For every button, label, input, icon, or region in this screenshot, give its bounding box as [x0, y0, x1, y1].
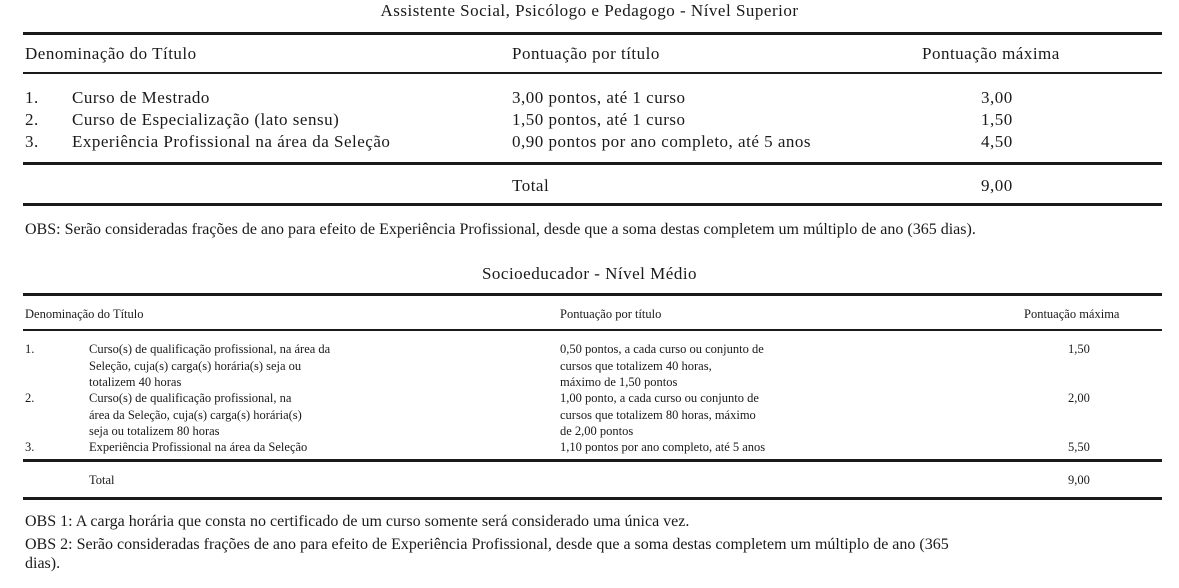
table2-title: Socioeducador - Nível Médio	[481, 264, 698, 283]
table2-row-score	[560, 390, 759, 440]
table2-obs2-line2: dias).	[25, 555, 61, 572]
table2-row-score-line: 0,50 pontos, a cada curso ou conjunto de	[560, 342, 764, 356]
table2-row-max: 5,50	[1068, 440, 1090, 454]
table1-top-rule	[23, 32, 1162, 35]
table1-row-number: 1.	[25, 88, 39, 107]
table1-header-rule	[23, 72, 1162, 74]
table1-row-max: 4,50	[981, 132, 1013, 151]
table2-row-score-line: cursos que totalizem 80 horas, máximo	[560, 407, 756, 422]
table1-bottom-rule	[23, 203, 1162, 206]
table1-row-title: Curso de Mestrado	[72, 88, 210, 107]
table1-row-number: 2.	[25, 110, 39, 129]
table2-row-max: 2,00	[1068, 391, 1090, 405]
table2-row-number: 3.	[25, 440, 35, 454]
table1-title: Assistente Social, Psicólogo e Pedagogo - Nível Superior	[380, 1, 799, 20]
table2-row-number: 2.	[25, 391, 35, 405]
table2-bottom-rule	[23, 497, 1162, 500]
table1-header-score: Pontuação por título	[512, 44, 660, 63]
table1-obs: OBS: Serão consideradas frações de ano para efeito de Experiência Profissional, desde que a soma destas completem um múltiplo de ano (365 dias).	[25, 221, 976, 238]
table2-row-title	[89, 390, 302, 440]
table2-header-rule	[23, 329, 1162, 331]
table2-total-value: 9,00	[1068, 473, 1090, 487]
table1-row-score: 1,50 pontos, até 1 curso	[512, 110, 686, 129]
table1-row-number: 3.	[25, 132, 39, 151]
table1-row-max: 3,00	[981, 88, 1013, 107]
table1-header-title: Denominação do Título	[25, 44, 197, 63]
table2-body-rule	[23, 459, 1162, 462]
table2-total-label: Total	[89, 473, 115, 487]
table2-row-title-line: Curso(s) de qualificação profissional, na	[89, 391, 292, 405]
table2-row-score-line: cursos que totalizem 40 horas,	[560, 358, 712, 373]
table2-row-score-line: de 2,00 pontos	[560, 424, 634, 438]
table2-top-rule	[23, 293, 1162, 296]
table2-row-score-line: máximo de 1,50 pontos	[560, 375, 678, 389]
table2-row-title	[89, 341, 330, 391]
table2-obs1: OBS 1: A carga horária que consta no certificado de um curso somente será considerado uma única vez.	[25, 513, 690, 530]
table1-row-max: 1,50	[981, 110, 1013, 129]
table2-header-max: Pontuação máxima	[1024, 307, 1120, 321]
table2-header-title: Denominação do Título	[25, 307, 144, 321]
table1-body-rule	[23, 162, 1162, 165]
table2-row-title-line: seja ou totalizem 80 horas	[89, 424, 220, 438]
table1-row-title: Experiência Profissional na área da Seleção	[72, 132, 391, 151]
table2-row-score	[560, 341, 764, 391]
table2-row-number: 1.	[25, 342, 35, 356]
table2-row-title-line: Experiência Profissional na área da Seleção	[89, 440, 308, 454]
table2-row-title	[89, 439, 307, 456]
table1-header-max: Pontuação máxima	[922, 44, 1060, 63]
table2-obs2-line1: OBS 2: Serão consideradas frações de ano para efeito de Experiência Profissional, desde que a soma destas completem um múltiplo de ano (365	[25, 536, 949, 553]
table1-row-score: 0,90 pontos por ano completo, até 5 anos	[512, 132, 812, 151]
table1-total-label: Total	[512, 176, 550, 195]
table1-row-score: 3,00 pontos, até 1 curso	[512, 88, 686, 107]
table2-header-score: Pontuação por título	[560, 307, 662, 321]
table2-row-score	[560, 439, 765, 456]
table2-row-max: 1,50	[1068, 342, 1090, 356]
table1-row-title: Curso de Especialização (lato sensu)	[72, 110, 340, 129]
table2-row-score-line: 1,00 ponto, a cada curso ou conjunto de	[560, 391, 759, 405]
table2-row-title-line: totalizem 40 horas	[89, 375, 182, 389]
table1-total-value: 9,00	[981, 176, 1013, 195]
table2-row-title-line: Curso(s) de qualificação profissional, na área da	[89, 342, 331, 356]
table2-row-title-line: Seleção, cuja(s) carga(s) horária(s) seja ou	[89, 358, 302, 373]
table2-row-score-line: 1,10 pontos por ano completo, até 5 anos	[560, 440, 766, 454]
table2-row-title-line: área da Seleção, cuja(s) carga(s) horária(s)	[89, 407, 302, 422]
